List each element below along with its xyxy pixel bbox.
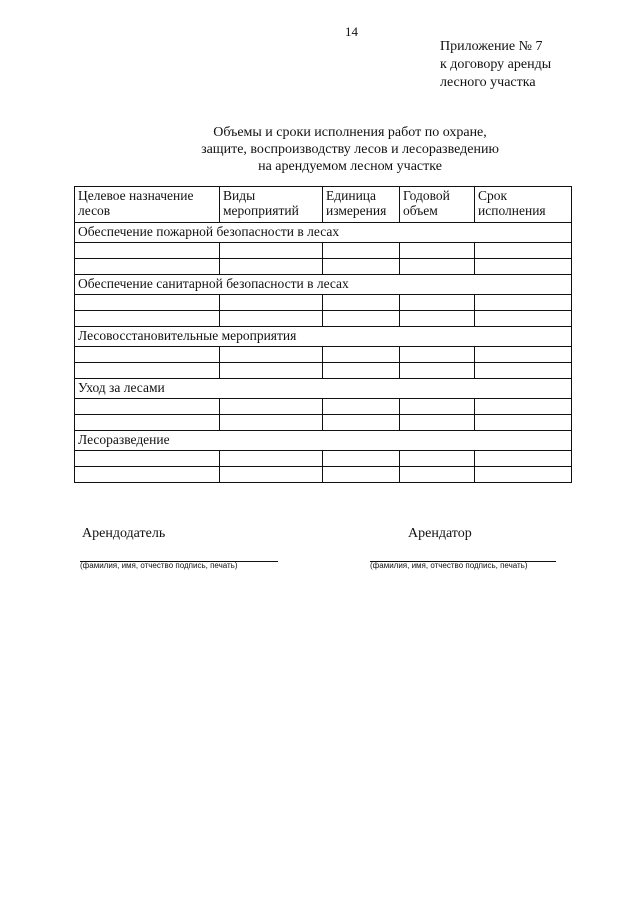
table-row	[75, 467, 572, 483]
appendix-line-1: Приложение № 7	[440, 39, 543, 54]
section-reforestation: Лесовосстановительные мероприятия	[75, 327, 572, 347]
title-line-1: Объемы и сроки исполнения работ по охране,	[213, 125, 487, 140]
landlord-label: Арендодатель	[82, 526, 166, 541]
title-line-2: защите, воспроизводству лесов и лесоразведению	[201, 142, 499, 157]
table-row	[75, 415, 572, 431]
tenant-signature-hint: (фамилия, имя, отчество подпись, печать)	[370, 561, 528, 570]
table-row	[75, 259, 572, 275]
table-row	[75, 347, 572, 363]
title-line-3: на арендуемом лесном участке	[258, 159, 442, 174]
section-row	[75, 327, 572, 347]
header-purpose: Целевое назначение лесов	[75, 187, 220, 223]
table-header-row	[75, 187, 572, 223]
section-row	[75, 275, 572, 295]
table-row	[75, 363, 572, 379]
appendix-note	[440, 38, 551, 92]
section-row	[75, 223, 572, 243]
table-row	[75, 451, 572, 467]
appendix-line-3: лесного участка	[440, 75, 536, 90]
page-number: 14	[345, 24, 358, 39]
appendix-line-2: к договору аренды	[440, 57, 552, 72]
table-row	[75, 295, 572, 311]
landlord-signature-hint: (фамилия, имя, отчество подпись, печать)	[80, 561, 238, 570]
section-afforestation: Лесоразведение	[75, 431, 572, 451]
header-activity: Виды мероприятий	[220, 187, 323, 223]
table-row	[75, 399, 572, 415]
table-row	[75, 243, 572, 259]
tenant-label: Арендатор	[408, 526, 472, 541]
header-annual-volume: Годовой объем	[400, 187, 475, 223]
section-row	[75, 431, 572, 451]
works-table	[74, 186, 572, 483]
section-forest-care: Уход за лесами	[75, 379, 572, 399]
document-title	[150, 124, 550, 175]
section-sanitary-safety: Обеспечение санитарной безопасности в лесах	[75, 275, 572, 295]
table-row	[75, 311, 572, 327]
header-unit: Единица измерения	[323, 187, 400, 223]
section-row	[75, 379, 572, 399]
header-deadline: Срок исполнения	[475, 187, 572, 223]
section-fire-safety: Обеспечение пожарной безопасности в лесах	[75, 223, 572, 243]
